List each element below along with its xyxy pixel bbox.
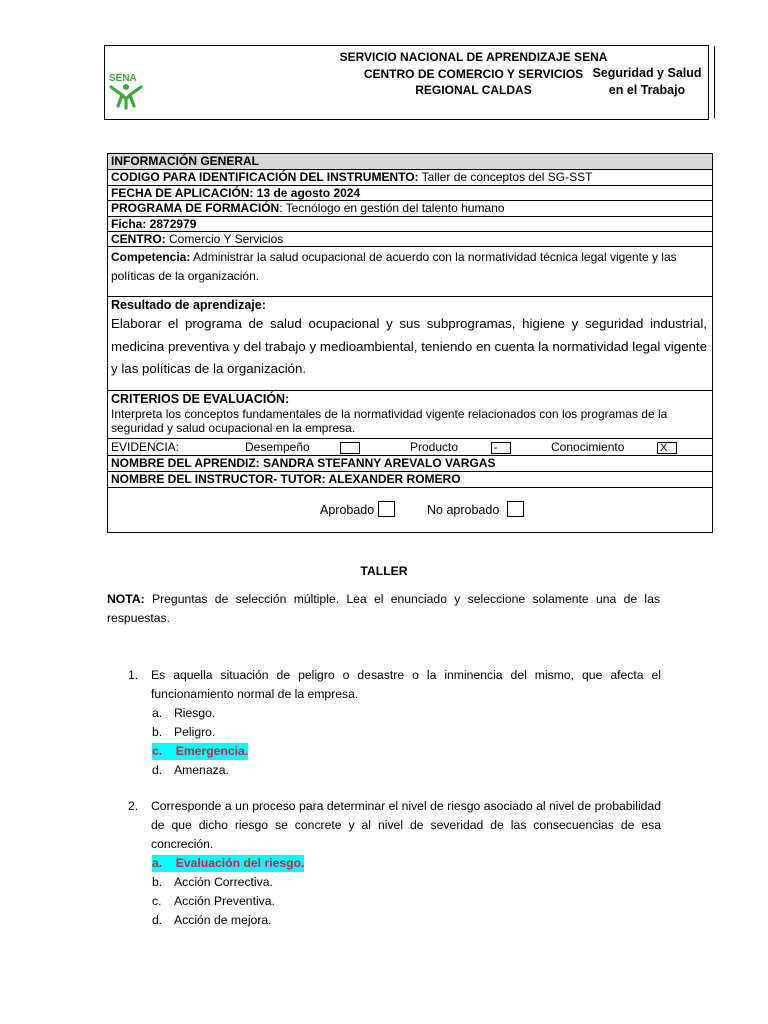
centro-value: Comercio Y Servicios [165, 232, 284, 246]
answer-option-d[interactable] [152, 761, 661, 780]
option-letter: d. [152, 913, 163, 927]
org-line-3: REGIONAL CALDAS [415, 83, 532, 97]
taller-title: TALLER [360, 564, 408, 578]
question-2 [128, 797, 661, 930]
competencia-row [108, 247, 712, 297]
ficha: Ficha: 2872979 [111, 217, 197, 231]
question-text: Corresponde a un proceso para determinar el nivel de riesgo asociado al nivel de probabilidad de que dicho riesgo se concrete y al nivel de severidad de las consecuencias de esa concreción. [151, 799, 661, 851]
nota-text: Preguntas de selección múltiple. Lea el enunciado y seleccione solamente una de las respuestas. [107, 592, 660, 625]
aprobado-label: Aprobado [320, 503, 375, 517]
option-text: Peligro. [174, 725, 216, 739]
area-line-1: Seguridad y Salud [592, 66, 702, 80]
aprendiz-row [108, 456, 712, 472]
question-number: 2. [128, 799, 139, 813]
evidencia-desempeno-label: Desempeño [245, 440, 310, 454]
resultado-row [108, 297, 712, 391]
area-line-2: en el Trabajo [608, 83, 686, 97]
producto-checkbox[interactable]: - [491, 442, 511, 454]
centro-row [108, 232, 712, 247]
programa-row [108, 201, 712, 217]
org-line-2: CENTRO DE COMERCIO Y SERVICIOS [363, 66, 584, 81]
sena-logo-text: SENA [109, 73, 137, 84]
answer-option-c-selected[interactable] [152, 742, 661, 761]
conocimiento-checkbox[interactable]: X [657, 442, 677, 454]
option-text: Acción de mejora. [174, 913, 272, 927]
question-text: Es aquella situación de peligro o desastre o la inminencia del mismo, que afecta el funcionamiento normal de la empresa. [151, 668, 661, 701]
evidencia-producto-label: Producto [410, 440, 459, 454]
centro-label: CENTRO: [111, 232, 166, 246]
answer-options [152, 704, 661, 780]
option-letter: d. [152, 763, 163, 777]
answer-option-b[interactable] [152, 873, 661, 892]
fecha-row [108, 186, 712, 201]
option-letter: b. [152, 875, 163, 889]
resultado-value: Elaborar el programa de salud ocupacional y sus subprogramas, higiene y seguridad industrial, medicina preventiva y del trabajo y medioambiental, teniendo en cuenta la normatividad legal vigente y las políticas de la organización. [111, 316, 707, 376]
desempeno-checkbox[interactable] [340, 442, 360, 454]
answer-option-c[interactable] [152, 892, 661, 911]
criterios-row [108, 391, 712, 439]
evidencia-label: EVIDENCIA: [111, 440, 180, 454]
question-1 [128, 666, 661, 780]
option-text: Evaluación del riesgo. [175, 856, 305, 870]
option-letter: c. [152, 894, 162, 908]
codigo-row [108, 170, 712, 186]
option-letter: a. [152, 706, 163, 720]
resultado-label: Resultado de aprendizaje: [111, 298, 266, 312]
option-text: Emergencia. [175, 744, 249, 758]
area-name [587, 46, 707, 118]
no-aprobado-label: No aprobado [427, 503, 500, 517]
codigo-label: CODIGO PARA IDENTIFICACIÓN DEL INSTRUMENTO: [111, 170, 419, 184]
info-title-row [108, 154, 712, 170]
programa-value: : Tecnólogo en gestión del talento humano [279, 201, 505, 215]
answer-option-a-selected[interactable] [152, 854, 661, 873]
option-letter: b. [152, 725, 163, 739]
approval-row [108, 488, 712, 532]
competencia-value: Administrar la salud ocupacional de acuerdo con la normatividad técnica legal vigente y las políticas de la organización. [111, 250, 677, 283]
codigo-value: Taller de conceptos del SG-SST [418, 170, 593, 184]
option-letter: a. [152, 856, 163, 870]
programa-label: PROGRAMA DE FORMACIÓN [111, 201, 280, 215]
evidencia-row [108, 439, 712, 456]
option-text: Acción Preventiva. [174, 894, 275, 908]
question-number: 1. [128, 668, 139, 682]
selected-answer-highlight [152, 855, 304, 872]
criterios-value: Interpreta los conceptos fundamentales de la normatividad vigente relacionados con los programas de la seguridad y salud ocupacional en la empresa. [111, 407, 668, 435]
option-letter: c. [152, 744, 163, 758]
info-title: INFORMACIÓN GENERAL [111, 154, 259, 168]
selected-answer-highlight [152, 743, 248, 760]
no-aprobado-checkbox[interactable] [507, 501, 524, 517]
nota-paragraph [107, 590, 660, 628]
fecha-label: FECHA DE APLICACIÓN: 13 de agosto 2024 [111, 186, 361, 200]
answer-options [152, 854, 661, 930]
answer-option-a[interactable] [152, 704, 661, 723]
document-header [104, 45, 709, 120]
aprobado-checkbox[interactable] [378, 501, 395, 517]
ficha-row [108, 217, 712, 232]
org-line-1: SERVICIO NACIONAL DE APRENDIZAJE SENA [339, 50, 608, 64]
instructor-row [108, 472, 712, 488]
answer-option-d[interactable] [152, 911, 661, 930]
nota-label: NOTA: [107, 592, 145, 606]
sena-logo [105, 46, 157, 118]
option-text: Amenaza. [174, 763, 229, 777]
option-text: Riesgo. [174, 706, 216, 720]
criterios-label: CRITERIOS DE EVALUACIÓN: [111, 392, 290, 406]
instructor-name: NOMBRE DEL INSTRUCTOR- TUTOR: ALEXANDER ROMERO [111, 472, 461, 486]
general-info-table [107, 153, 713, 533]
evidencia-conocimiento-label: Conocimiento [551, 440, 625, 454]
aprendiz-name: NOMBRE DEL APRENDIZ: SANDRA STEFANNY AREVALO VARGAS [111, 456, 496, 470]
answer-option-b[interactable] [152, 723, 661, 742]
option-text: Acción Correctiva. [174, 875, 273, 889]
competencia-label: Competencia: [111, 250, 191, 264]
